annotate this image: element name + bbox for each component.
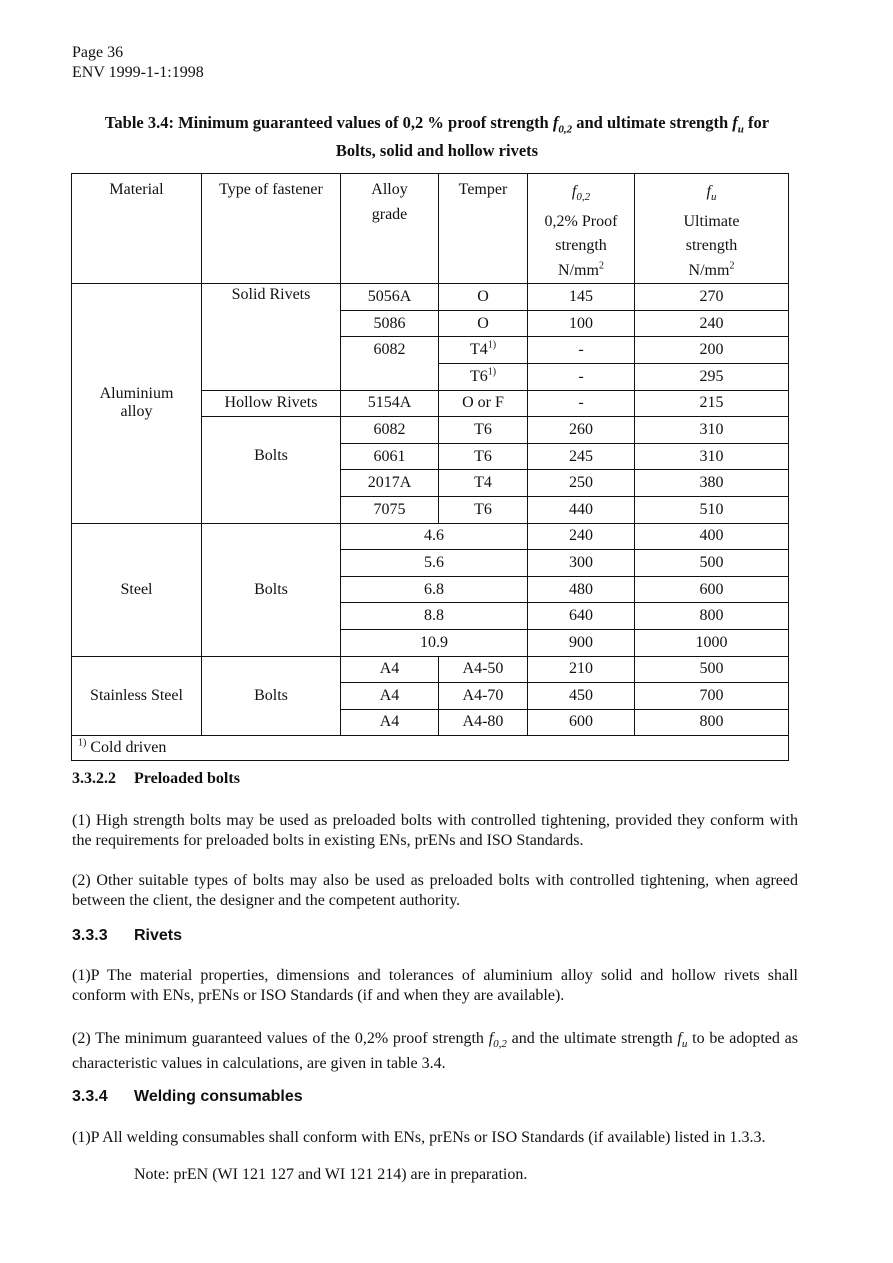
fu-cell: 215 [635, 390, 789, 417]
temper-cell: T6 [439, 496, 528, 523]
footnote-mark: 1) [78, 737, 87, 749]
header-text: grade [371, 205, 408, 223]
fastener-bolts: Bolts [202, 523, 341, 656]
fu-cell: 800 [635, 709, 789, 736]
header-alloy-grade [341, 174, 439, 284]
f02-cell: 600 [528, 709, 635, 736]
inline-symbol: f [488, 1030, 494, 1047]
header-fastener: Type of fastener [202, 174, 341, 284]
footnote-ref: 1) [487, 366, 497, 378]
material-label: alloy [120, 403, 153, 421]
fu-cell: 270 [635, 284, 789, 311]
caption-line-2: Bolts, solid and hollow rivets [335, 141, 539, 161]
alloy-cell: 6082 [341, 417, 439, 444]
fastener-bolts: Bolts [202, 656, 341, 736]
paragraph-rivets-1: (1)P The material properties, dimensions and tolerances of aluminium alloy solid and hollow rivets shall conform with ENs, prENs or ISO Standards (if and when they are available). [72, 967, 798, 1004]
temper-cell: A4-50 [439, 656, 528, 683]
section-heading-3-3-3 [72, 927, 182, 945]
fu-cell: 400 [635, 523, 789, 550]
alloy-cell: 2017A [341, 470, 439, 497]
material-stainless-steel: Stainless Steel [72, 656, 202, 736]
section-title: Rivets [134, 927, 183, 944]
header-text: strength [685, 237, 738, 255]
note: Note: prEN (WI 121 127 and WI 121 214) are in preparation. [134, 1166, 528, 1183]
paragraph-text: and the ultimate strength [506, 1030, 678, 1047]
alloy-cell: A4 [341, 656, 439, 683]
temper-cell: O [439, 310, 528, 337]
header-unit: N/mm [558, 261, 599, 279]
header-text: 0,2% Proof [544, 212, 618, 230]
material-label: Aluminium [99, 385, 174, 403]
temper-cell: A4-80 [439, 709, 528, 736]
temper-cell [439, 337, 528, 364]
fu-cell: 510 [635, 496, 789, 523]
fu-cell: 310 [635, 443, 789, 470]
header-text: Alloy [371, 181, 408, 198]
fu-cell: 800 [635, 603, 789, 630]
header-unit-exponent: 2 [729, 260, 735, 272]
section-number: 3.3.4 [72, 1088, 108, 1105]
temper-value: T4 [469, 341, 488, 359]
table-footnote-row [72, 736, 789, 761]
temper-cell: T4 [439, 470, 528, 497]
page-number: Page 36 [72, 44, 124, 61]
footnote-text: Cold driven [86, 739, 167, 757]
header-text: Ultimate [683, 212, 740, 230]
alloy-cell: 6082 [341, 337, 439, 390]
paragraph-text: to be adopted as characteristic values in calculations, are given in table 3.4. [72, 1030, 799, 1073]
section-heading-3-3-4 [72, 1088, 303, 1106]
paragraph-preloaded-2: (2) Other suitable types of bolts may also be used as preloaded bolts with controlled tightening, when agreed between the client, the designer and the competent authority. [72, 872, 798, 909]
alloy-cell: 5154A [341, 390, 439, 417]
grade-cell: 10.9 [341, 629, 528, 656]
f02-cell: - [528, 363, 635, 390]
header-temper: Temper [439, 174, 528, 284]
header-unit-exponent: 2 [598, 260, 604, 272]
inline-subscript: 0,2 [493, 1038, 507, 1051]
grade-cell: 5.6 [341, 550, 528, 577]
fastener-solid-rivets: Solid Rivets [202, 284, 341, 390]
fu-cell: 700 [635, 683, 789, 710]
grade-cell: 4.6 [341, 523, 528, 550]
caption-subscript: 0,2 [558, 123, 573, 136]
caption-subscript: u [737, 123, 744, 136]
fu-cell: 380 [635, 470, 789, 497]
f02-cell: 260 [528, 417, 635, 444]
fu-cell: 1000 [635, 629, 789, 656]
f02-cell: 450 [528, 683, 635, 710]
f02-cell: 100 [528, 310, 635, 337]
header-ultimate-strength [635, 174, 789, 284]
header-text: strength [555, 237, 607, 255]
caption-symbol: f [552, 113, 559, 132]
f02-cell: 300 [528, 550, 635, 577]
header-subscript: 0,2 [576, 191, 591, 204]
material-steel: Steel [72, 523, 202, 656]
material-aluminium [72, 284, 202, 523]
temper-cell: A4-70 [439, 683, 528, 710]
footnote-ref: 1) [487, 339, 497, 351]
section-number: 3.3.3 [72, 927, 108, 944]
fu-cell: 240 [635, 310, 789, 337]
f02-cell: 210 [528, 656, 635, 683]
table-footnote [72, 736, 789, 761]
fu-cell: 200 [635, 337, 789, 364]
table-row [72, 523, 789, 550]
f02-cell: 240 [528, 523, 635, 550]
grade-cell: 6.8 [341, 576, 528, 603]
table-row [72, 284, 789, 311]
inline-subscript: u [681, 1038, 688, 1051]
fu-cell: 600 [635, 576, 789, 603]
paragraph-welding: (1)P All welding consumables shall conform with ENs, prENs or ISO Standards (if available) listed in 1.3.3. [72, 1129, 766, 1146]
temper-cell: O or F [439, 390, 528, 417]
fu-cell: 295 [635, 363, 789, 390]
alloy-cell: A4 [341, 709, 439, 736]
f02-cell: 900 [528, 629, 635, 656]
temper-cell [439, 363, 528, 390]
temper-cell: T6 [439, 443, 528, 470]
header-symbol: f [706, 183, 711, 200]
header-proof-strength [528, 174, 635, 284]
alloy-cell: 5086 [341, 310, 439, 337]
temper-cell: T6 [439, 417, 528, 444]
alloy-cell: 7075 [341, 496, 439, 523]
table-caption [72, 112, 802, 161]
temper-cell: O [439, 284, 528, 311]
paragraph-rivets-2 [72, 1029, 798, 1074]
fu-cell: 500 [635, 656, 789, 683]
f02-cell: 440 [528, 496, 635, 523]
f02-cell: - [528, 337, 635, 364]
section-title: Preloaded bolts [134, 770, 240, 787]
table-row [72, 656, 789, 683]
alloy-cell: A4 [341, 683, 439, 710]
grade-cell: 8.8 [341, 603, 528, 630]
standard-reference: ENV 1999-1-1:1998 [72, 64, 204, 81]
strength-table [71, 173, 789, 761]
section-number: 3.3.2.2 [72, 770, 116, 787]
inline-symbol: f [677, 1030, 682, 1047]
fastener-bolts: Bolts [202, 417, 341, 523]
header-subscript: u [710, 191, 717, 204]
fu-cell: 500 [635, 550, 789, 577]
header-unit: N/mm [688, 261, 730, 279]
section-title: Welding consumables [134, 1088, 303, 1105]
f02-cell: - [528, 390, 635, 417]
header-symbol: f [571, 183, 577, 200]
caption-symbol: f [732, 113, 738, 132]
fu-cell: 310 [635, 417, 789, 444]
paragraph-text: (2) The minimum guaranteed values of the 0,2% proof strength [72, 1030, 489, 1047]
f02-cell: 480 [528, 576, 635, 603]
f02-cell: 245 [528, 443, 635, 470]
f02-cell: 145 [528, 284, 635, 311]
f02-cell: 640 [528, 603, 635, 630]
table-header-row [72, 174, 789, 284]
f02-cell: 250 [528, 470, 635, 497]
section-heading-3-3-2-2 [72, 770, 240, 788]
caption-text: Table 3.4: Minimum guaranteed values of 0,2 % proof strength [104, 113, 553, 132]
alloy-cell: 6061 [341, 443, 439, 470]
caption-text: and ultimate strength [572, 113, 733, 132]
temper-value: T6 [469, 367, 488, 385]
caption-text: for [743, 113, 770, 132]
header-material: Material [72, 174, 202, 284]
fastener-hollow-rivets: Hollow Rivets [202, 390, 341, 417]
paragraph-preloaded-1: (1) High strength bolts may be used as preloaded bolts with controlled tightening, provided they conform with the requirements for preloaded bolts in existing ENs, prENs and ISO Standards. [72, 812, 798, 849]
alloy-cell: 5056A [341, 284, 439, 311]
